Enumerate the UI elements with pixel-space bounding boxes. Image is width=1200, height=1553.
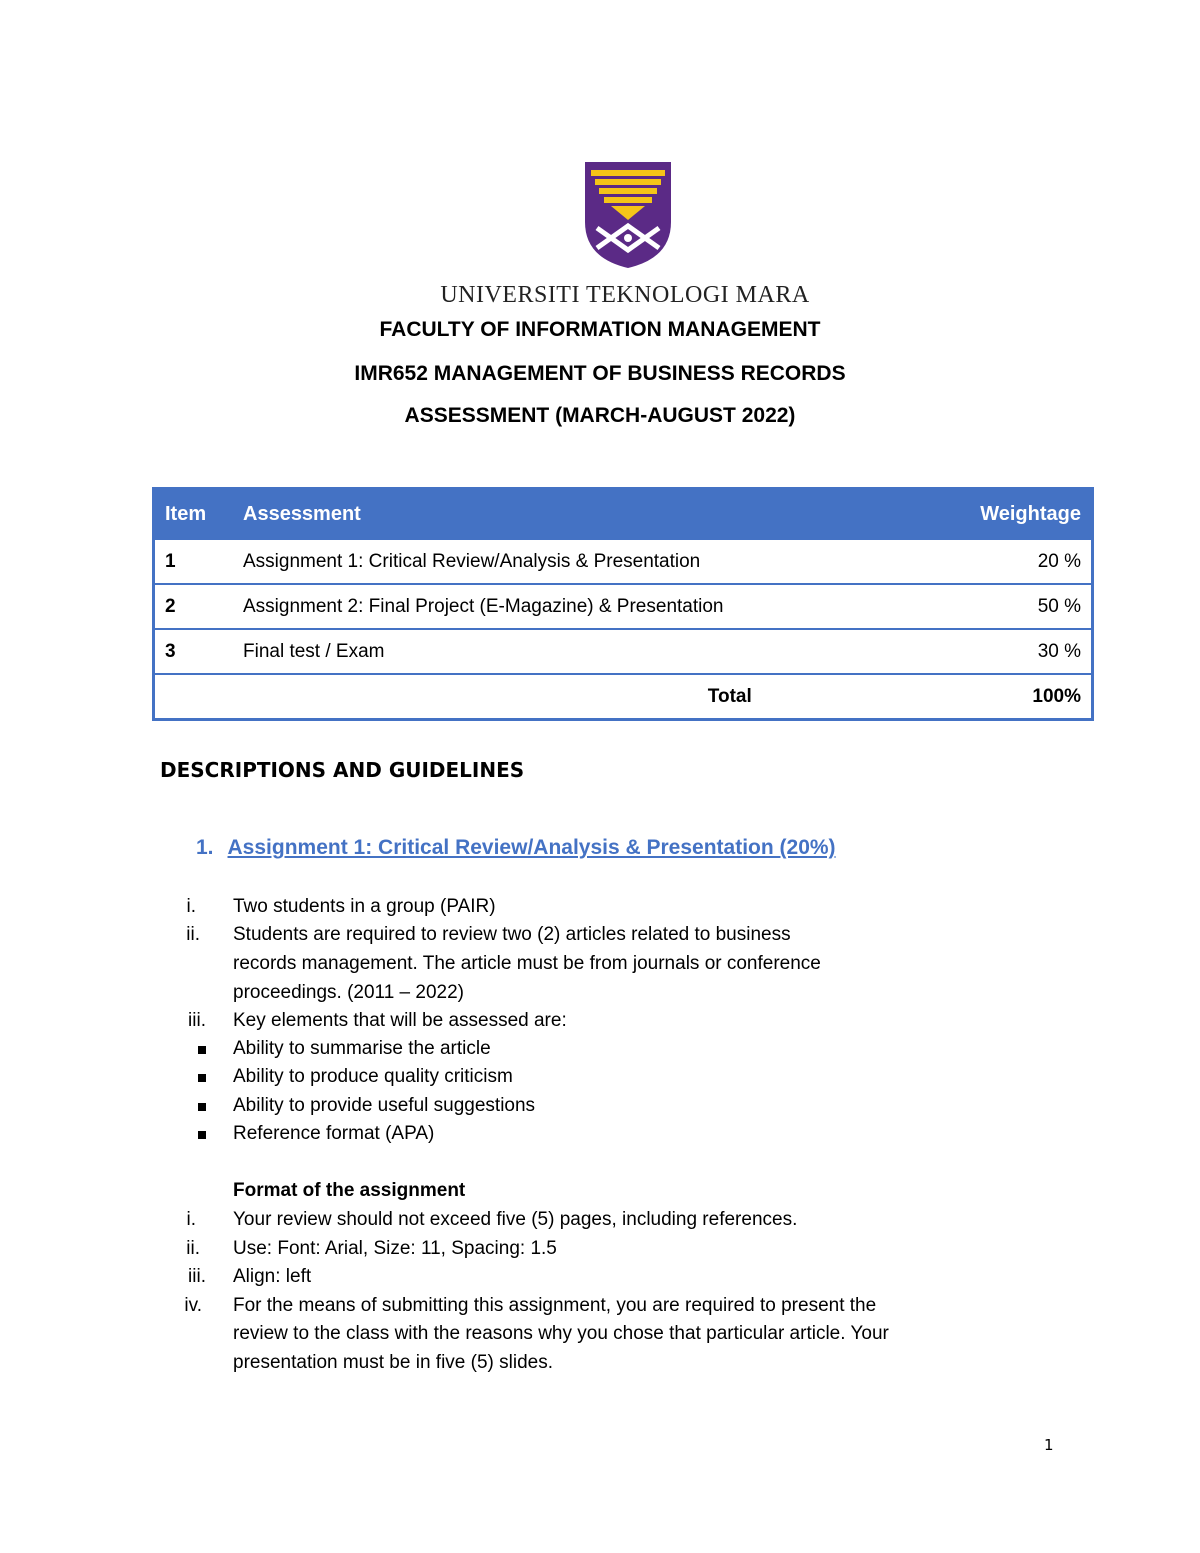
descriptions-title: DESCRIPTIONS AND GUIDELINES xyxy=(160,758,525,782)
bullet-item: Ability to summarise the article xyxy=(233,1038,491,1059)
list-item-cont: proceedings. (2011 – 2022) xyxy=(233,982,464,1003)
list-item: Your review should not exceed five (5) pages, including references. xyxy=(233,1209,798,1230)
list-marker: iii. xyxy=(188,1010,206,1031)
course-heading: IMR652 MANAGEMENT OF BUSINESS RECORDS xyxy=(354,362,846,385)
list-item: Use: Font: Arial, Size: 11, Spacing: 1.5 xyxy=(233,1238,557,1259)
row-item: 1 xyxy=(154,539,234,584)
assignment1-title-text: Assignment 1: Critical Review/Analysis & Presentation (20%) xyxy=(227,836,836,859)
list-marker: iv. xyxy=(184,1295,202,1316)
total-row xyxy=(154,674,1093,720)
university-name: UNIVERSITI TEKNOLOGI MARA xyxy=(440,282,810,308)
table-row xyxy=(154,584,1093,629)
bullet-icon xyxy=(198,1103,206,1111)
assignment1-title xyxy=(196,836,836,860)
total-value: 100% xyxy=(924,674,1093,720)
row-item: 3 xyxy=(154,629,234,674)
row-weightage: 50 % xyxy=(924,584,1093,629)
list-item: Align: left xyxy=(233,1266,312,1287)
faculty-heading: FACULTY OF INFORMATION MANAGEMENT xyxy=(379,318,821,341)
row-assessment: Assignment 2: Final Project (E-Magazine) & Presentation xyxy=(233,584,924,629)
assessment-table xyxy=(152,487,1094,721)
table-header-row xyxy=(154,489,1093,540)
row-assessment: Assignment 1: Critical Review/Analysis & Presentation xyxy=(233,539,924,584)
table-row xyxy=(154,539,1093,584)
bullet-item: Ability to produce quality criticism xyxy=(233,1066,513,1087)
row-weightage: 30 % xyxy=(924,629,1093,674)
bullet-item: Ability to provide useful suggestions xyxy=(233,1095,536,1116)
row-item: 2 xyxy=(154,584,234,629)
bullet-icon xyxy=(198,1131,206,1139)
list-item: Students are required to review two (2) articles related to business xyxy=(233,924,791,945)
header-weightage: Weightage xyxy=(924,489,1093,540)
list-item-cont: review to the class with the reasons why you chose that particular article. Your xyxy=(233,1323,889,1344)
list-marker: ii. xyxy=(186,924,200,945)
university-logo xyxy=(583,160,673,270)
list-item: For the means of submitting this assignment, you are required to present the xyxy=(233,1295,877,1316)
table-row xyxy=(154,629,1093,674)
assignment1-number: 1. xyxy=(196,836,214,859)
bullet-icon xyxy=(198,1074,206,1082)
list-marker: iii. xyxy=(188,1266,206,1287)
total-label: Total xyxy=(233,674,924,720)
bullet-icon xyxy=(198,1046,206,1054)
list-marker: i. xyxy=(186,1209,196,1230)
bullet-item: Reference format (APA) xyxy=(233,1123,435,1144)
list-item-cont: presentation must be in five (5) slides. xyxy=(233,1352,553,1373)
row-assessment: Final test / Exam xyxy=(233,629,924,674)
header-assessment: Assessment xyxy=(233,489,924,540)
header-item: Item xyxy=(154,489,234,540)
format-title: Format of the assignment xyxy=(233,1180,466,1201)
list-marker: ii. xyxy=(186,1238,200,1259)
list-item-cont: records management. The article must be from journals or conference xyxy=(233,953,821,974)
list-marker: i. xyxy=(186,896,196,917)
page-number: 1 xyxy=(1044,1436,1054,1454)
list-item: Key elements that will be assessed are: xyxy=(233,1010,567,1031)
assessment-heading: ASSESSMENT (MARCH-AUGUST 2022) xyxy=(404,404,796,427)
list-item: Two students in a group (PAIR) xyxy=(233,896,496,917)
row-weightage: 20 % xyxy=(924,539,1093,584)
